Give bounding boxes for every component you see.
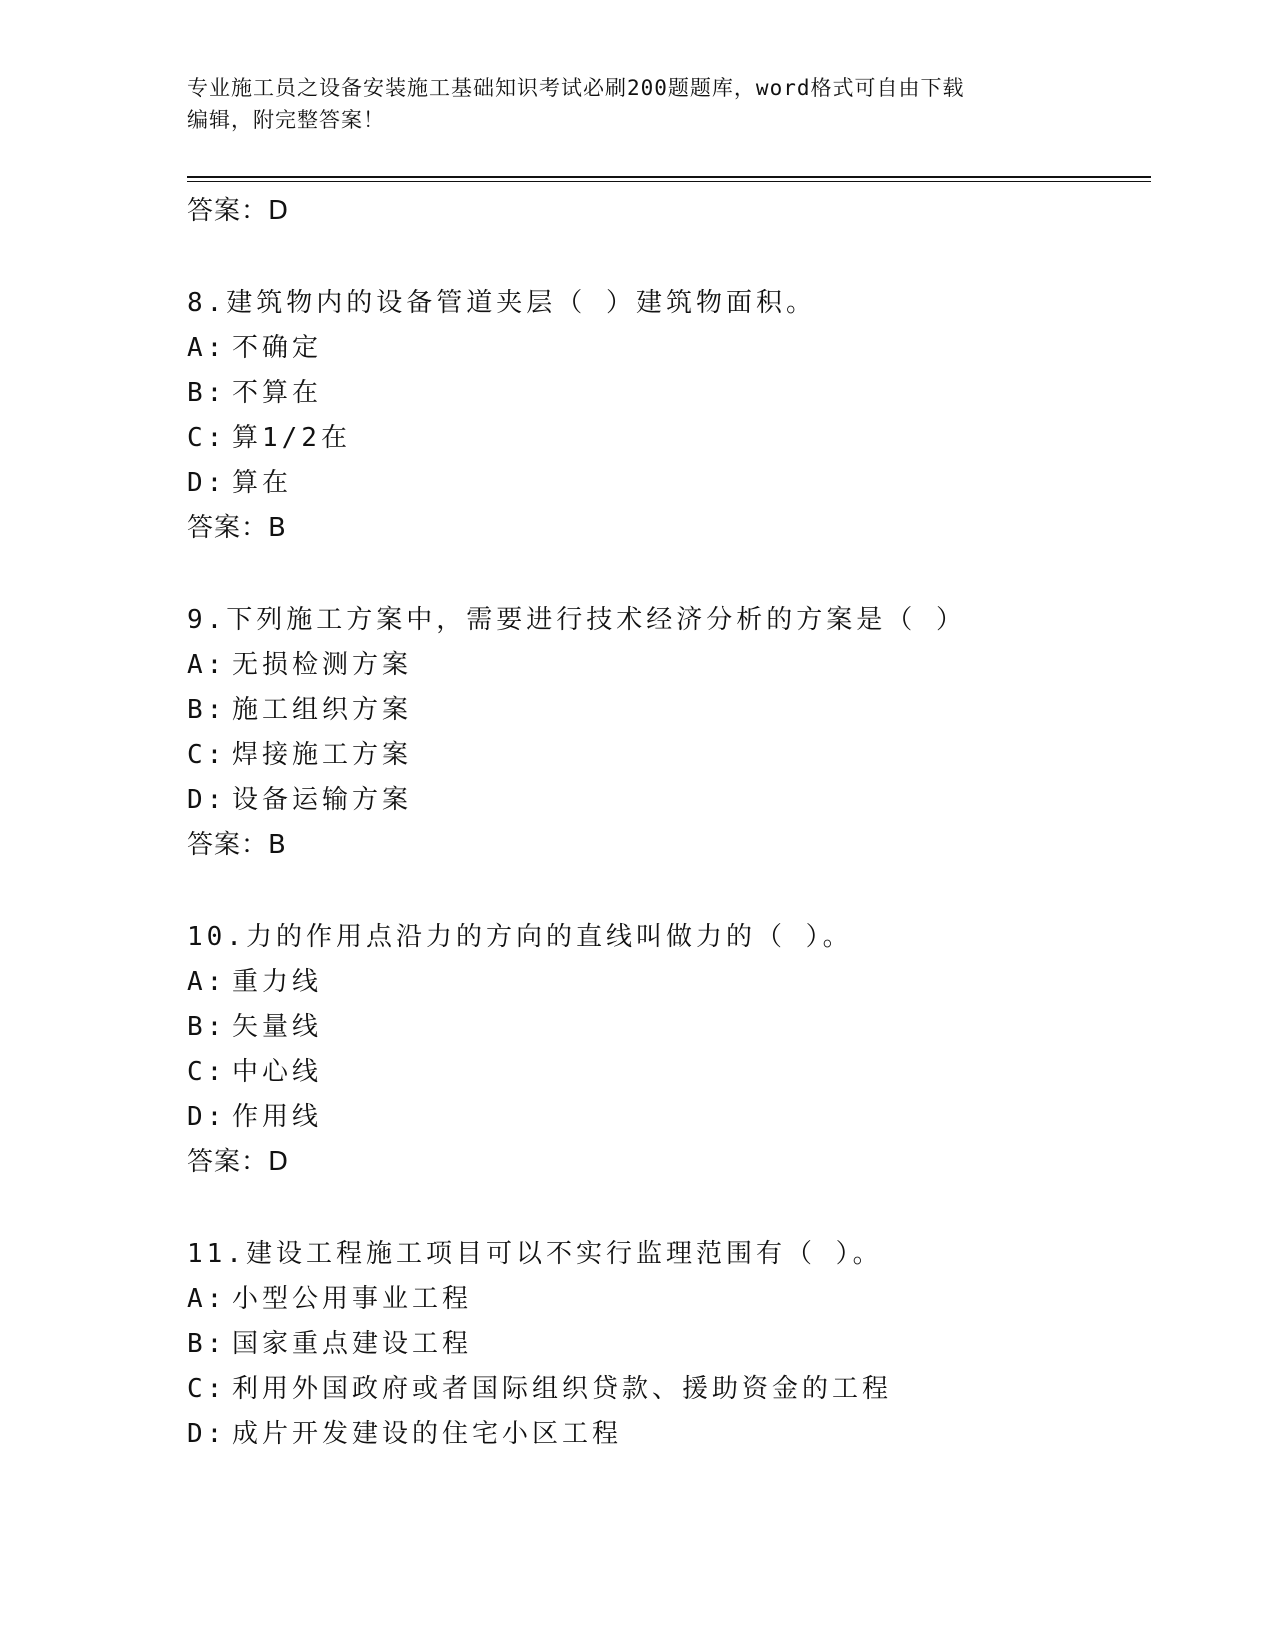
answer-line: 答案：B bbox=[187, 830, 287, 860]
option-key: D: bbox=[187, 1102, 227, 1132]
option-key: B: bbox=[187, 1329, 227, 1359]
option-d bbox=[187, 1412, 1151, 1457]
option-b bbox=[187, 1322, 1151, 1367]
option-d bbox=[187, 461, 1151, 506]
option-key: C: bbox=[187, 1057, 227, 1087]
question-stem: 11.建设工程施工项目可以不实行监理范围有（ ）。 bbox=[187, 1239, 883, 1269]
option-c bbox=[187, 416, 1151, 461]
option-key: C: bbox=[187, 423, 227, 453]
option-text: 无损检测方案 bbox=[232, 650, 413, 680]
option-text: 作用线 bbox=[232, 1102, 323, 1132]
previous-answer: 答案：D bbox=[187, 196, 290, 226]
option-text: 重力线 bbox=[232, 967, 323, 997]
option-key: A: bbox=[187, 650, 227, 680]
question-9 bbox=[187, 598, 1151, 868]
question-10 bbox=[187, 915, 1151, 1185]
option-text: 施工组织方案 bbox=[232, 695, 413, 725]
option-a bbox=[187, 326, 1151, 371]
option-b bbox=[187, 371, 1151, 416]
question-list bbox=[187, 189, 1151, 1457]
option-text: 不算在 bbox=[232, 378, 323, 408]
answer-line: 答案：B bbox=[187, 513, 287, 543]
option-text: 国家重点建设工程 bbox=[232, 1329, 473, 1359]
option-key: D: bbox=[187, 1419, 227, 1449]
option-text: 矢量线 bbox=[232, 1012, 323, 1042]
option-text: 不确定 bbox=[232, 333, 323, 363]
header-divider-thick bbox=[187, 176, 1151, 178]
question-stem: 10.力的作用点沿力的方向的直线叫做力的（ ）。 bbox=[187, 922, 853, 952]
option-a bbox=[187, 643, 1151, 688]
option-key: A: bbox=[187, 967, 227, 997]
option-d bbox=[187, 1095, 1151, 1140]
question-stem: 8.建筑物内的设备管道夹层（ ）建筑物面积。 bbox=[187, 288, 816, 318]
option-text: 算1/2在 bbox=[232, 423, 351, 453]
option-c bbox=[187, 1050, 1151, 1095]
option-key: A: bbox=[187, 1284, 227, 1314]
option-d bbox=[187, 778, 1151, 823]
option-key: C: bbox=[187, 1374, 227, 1404]
header-title-line1: 专业施工员之设备安装施工基础知识考试必刷200题题库，word格式可自由下载 bbox=[187, 76, 965, 100]
answer-line: 答案：D bbox=[187, 1147, 290, 1177]
option-text: 利用外国政府或者国际组织贷款、援助资金的工程 bbox=[232, 1374, 893, 1404]
option-text: 成片开发建设的住宅小区工程 bbox=[232, 1419, 623, 1449]
option-c bbox=[187, 1367, 1151, 1412]
option-key: A: bbox=[187, 333, 227, 363]
option-a bbox=[187, 960, 1151, 1005]
header-divider-thin bbox=[187, 181, 1151, 182]
option-key: C: bbox=[187, 740, 227, 770]
option-key: D: bbox=[187, 785, 227, 815]
question-11 bbox=[187, 1232, 1151, 1457]
option-key: B: bbox=[187, 1012, 227, 1042]
question-stem: 9.下列施工方案中，需要进行技术经济分析的方案是（ ） bbox=[187, 605, 966, 635]
option-text: 中心线 bbox=[232, 1057, 323, 1087]
option-key: B: bbox=[187, 378, 227, 408]
option-key: B: bbox=[187, 695, 227, 725]
option-b bbox=[187, 1005, 1151, 1050]
question-8 bbox=[187, 281, 1151, 551]
option-key: D: bbox=[187, 468, 227, 498]
header-title-line2: 编辑，附完整答案！ bbox=[187, 108, 385, 132]
option-text: 小型公用事业工程 bbox=[232, 1284, 473, 1314]
option-text: 焊接施工方案 bbox=[232, 740, 413, 770]
option-c bbox=[187, 733, 1151, 778]
option-a bbox=[187, 1277, 1151, 1322]
document-header bbox=[187, 72, 1067, 136]
option-text: 设备运输方案 bbox=[232, 785, 413, 815]
option-text: 算在 bbox=[232, 468, 293, 498]
option-b bbox=[187, 688, 1151, 733]
